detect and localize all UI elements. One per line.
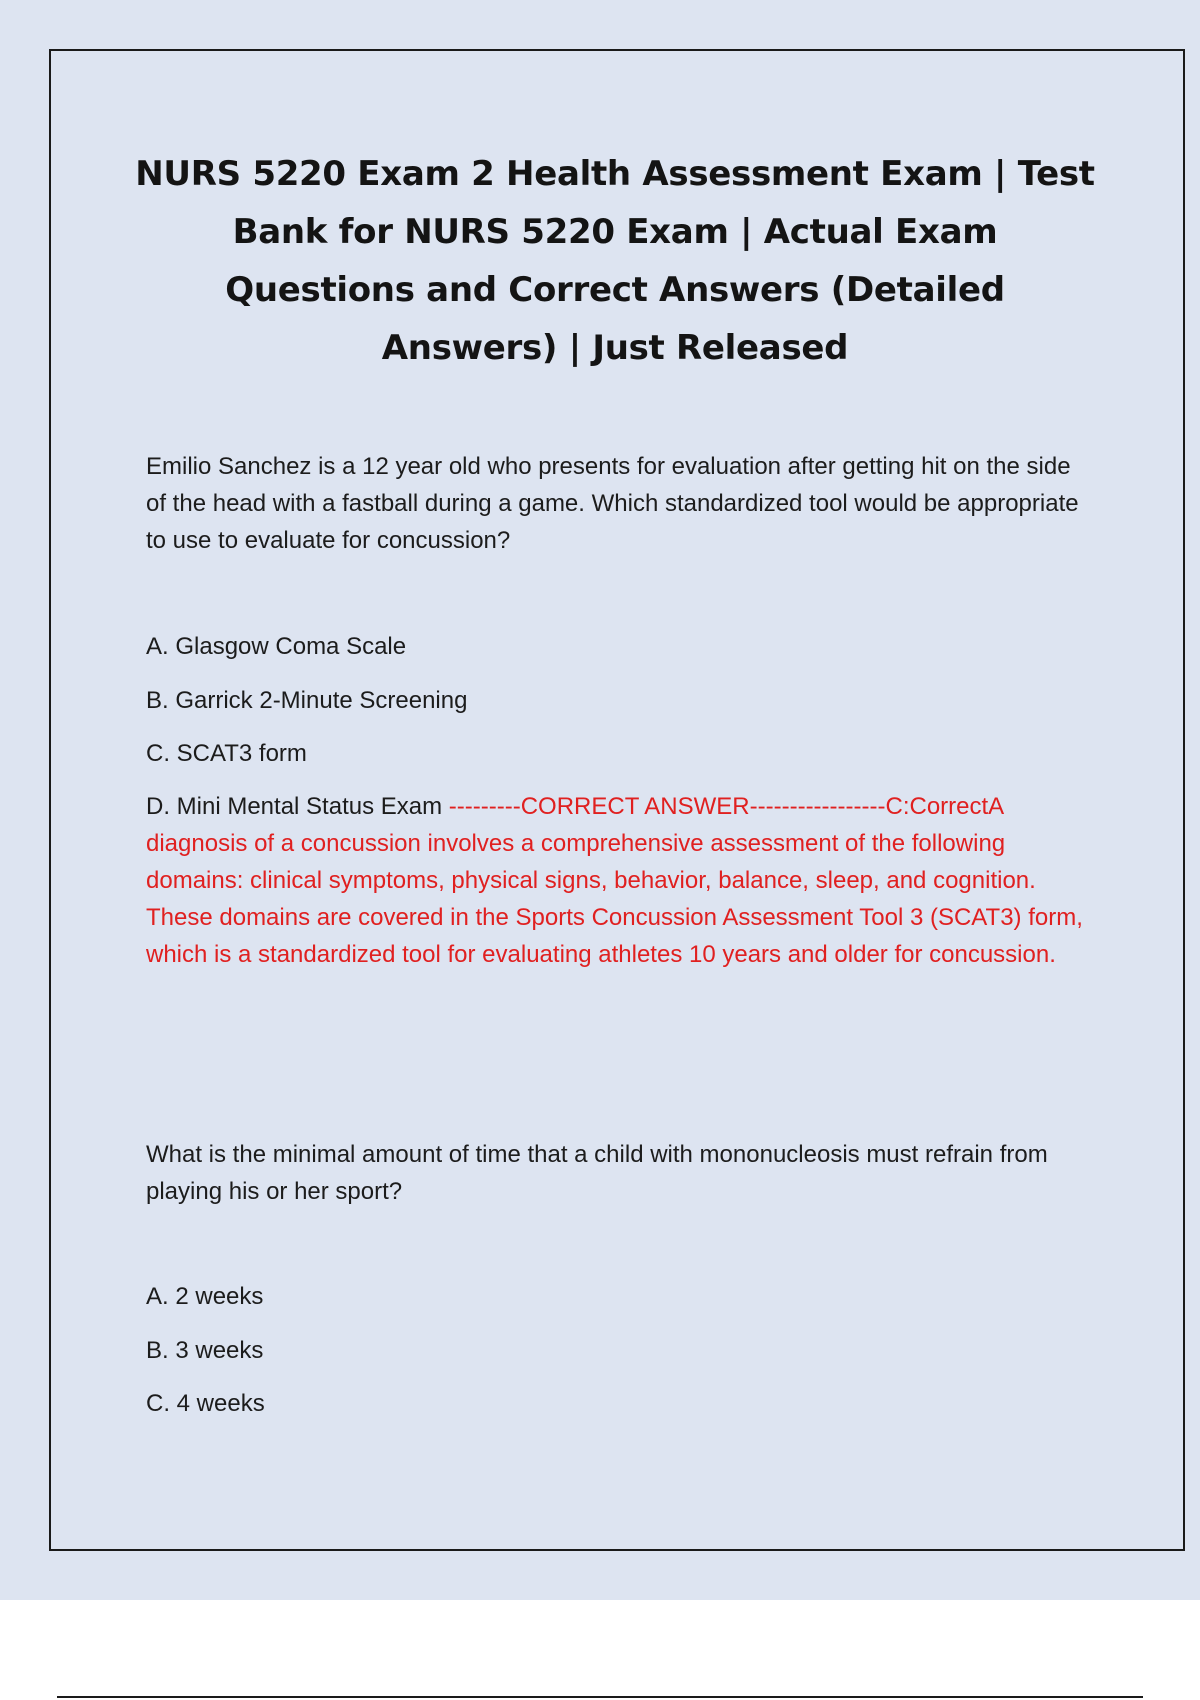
question-1: [146, 448, 1096, 559]
document-title: NURS 5220 Exam 2 Health Assessment Exam | Test Bank for NURS 5220 Exam | Actual Exam Questions and Correct Answers (Detailed Answers) | Just Released: [135, 154, 1095, 368]
question-1-option-d-with-answer: [146, 788, 1096, 973]
question-2-option-c: C. 4 weeks: [146, 1390, 265, 1417]
question-1-stem: Emilio Sanchez is a 12 year old who presents for evaluation after getting hit on the side of the head with a fastball during a game. Which standardized tool would be appropriate to use to evaluate for concussion?: [146, 453, 1079, 554]
question-1-option-b: B. Garrick 2-Minute Screening: [146, 687, 468, 714]
correct-answer-marker: ---------CORRECT ANSWER-----------------C:CorrectA: [442, 793, 1003, 820]
answer-explanation: diagnosis of a concussion involves a comprehensive assessment of the following domains: clinical symptoms, physical signs, behavior, balance, sleep, and cognition. These domains are covered in the Sports Concussion Assessment Tool 3 (SCAT3) form, which is a standardized tool for evaluating athletes 10 years and older for concussion.: [146, 830, 1083, 968]
question-2: [146, 1136, 1096, 1210]
question-1-option-d: D. Mini Mental Status Exam: [146, 793, 443, 820]
next-page-top-rule: [57, 1696, 1143, 1698]
question-2-options: [146, 1278, 1096, 1422]
question-1-option-c: C. SCAT3 form: [146, 740, 307, 767]
question-2-option-a: A. 2 weeks: [146, 1283, 264, 1310]
question-2-option-b: B. 3 weeks: [146, 1337, 264, 1364]
question-1-options: [146, 628, 1096, 973]
question-1-option-a: A. Glasgow Coma Scale: [146, 633, 407, 660]
question-2-stem: What is the minimal amount of time that a child with mononucleosis must refrain from playing his or her sport?: [146, 1141, 1048, 1205]
